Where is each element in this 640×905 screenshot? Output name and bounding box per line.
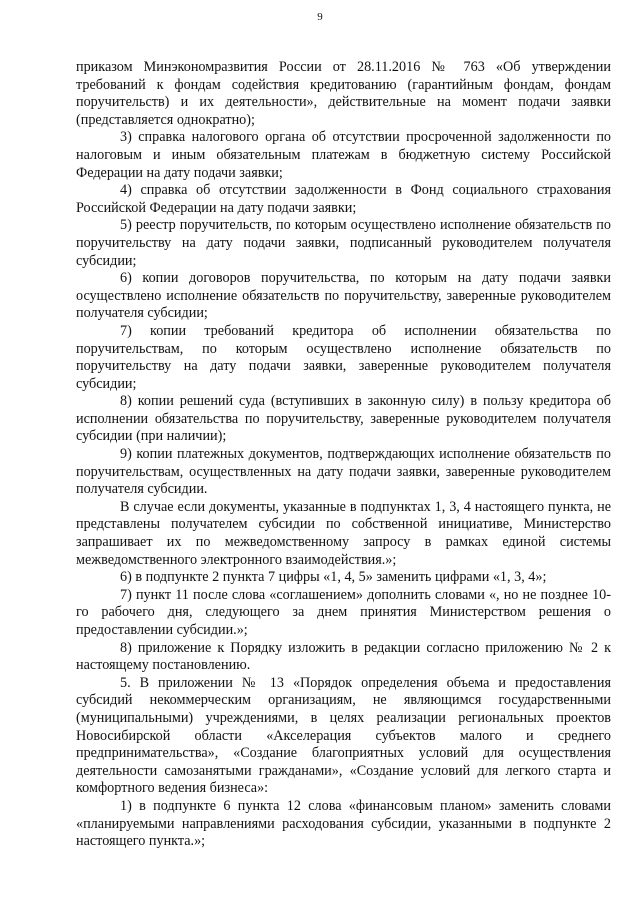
paragraph-amendment-7: 7) пункт 11 после слова «соглашением» дополнить словами «, но не позднее 10-го рабочего дня, следующего за днем принятия Министерством решения о предоставлении субсидии.»; xyxy=(76,586,611,638)
paragraph-item-8: 8) копии решений суда (вступивших в законную силу) в пользу кредитора об исполнении обязательства по поручительству, заверенные руководителем получателя субсидии (при наличии); xyxy=(76,393,611,445)
paragraph-amendment-6: 6) в подпункте 2 пункта 7 цифры «1, 4, 5» заменить цифрами «1, 3, 4»; xyxy=(120,569,547,586)
page-number: 9 xyxy=(317,11,323,23)
paragraph-section-5: 5. В приложении № 13 «Порядок определения объема и предоставления субсидий некоммерческим организациям, не являющимся государственными (муниципальными) учреждениями, в целях реализации региональных проектов Новосибирской области «Акселерация субъектов малого и среднего предпринимательства», «Создание благоприятных условий для осуществления деятельности самозанятыми гражданами», «Создание условий для легкого старта и комфортного ведения бизнеса»: xyxy=(76,674,611,797)
paragraph-item-3: 3) справка налогового органа об отсутствии просроченной задолженности по налоговым и иным обязательным платежам в бюджетную систему Российской Федерации на дату подачи заявки; xyxy=(76,129,611,181)
paragraph-item-7: 7) копии требований кредитора об исполнении обязательства по поручительствам, по которым осуществлено исполнение обязательств по поручительству на дату подачи заявки, заверенные руководителем получателя субсидии; xyxy=(76,322,611,392)
paragraph-item-5: 5) реестр поручительств, по которым осуществлено исполнение обязательств по поручительству на дату подачи заявки, подписанный руководителем получателя субсидии; xyxy=(76,217,611,269)
paragraph-note: В случае если документы, указанные в подпунктах 1, 3, 4 настоящего пункта, не представлены получателем субсидии по собственной инициативе, Министерство запрашивает их по межведомственному запросу в рамках единой системы межведомственного электронного взаимодействия.»; xyxy=(76,498,611,568)
document-body xyxy=(76,59,611,851)
paragraph-continuation: приказом Минэкономразвития России от 28.11.2016 № 763 «Об утверждении требований к фондам содействия кредитованию (гарантийным фондам, фондам поручительств) и их деятельности», действительные на момент подачи заявки (представляется однократно); xyxy=(76,59,611,128)
paragraph-item-9: 9) копии платежных документов, подтверждающих исполнение обязательств по поручительствам, осуществленных на дату подачи заявки, заверенные руководителем получателя субсидии. xyxy=(76,446,611,498)
paragraph-item-6: 6) копии договоров поручительства, по которым на дату подачи заявки осуществлено исполнение обязательств по поручительству, заверенные руководителем получателя субсидии; xyxy=(76,270,611,322)
paragraph-section-5-item-1: 1) в подпункте 6 пункта 12 слова «финансовым планом» заменить словами «планируемыми направлениями расходования субсидии, указанными в подпункте 2 настоящего пункта.»; xyxy=(76,797,611,850)
paragraph-amendment-8: 8) приложение к Порядку изложить в редакции согласно приложению № 2 к настоящему постановлению. xyxy=(76,639,611,674)
paragraph-item-4: 4) справка об отсутствии задолженности в Фонд социального страхования Российской Федерации на дату подачи заявки; xyxy=(76,182,611,216)
